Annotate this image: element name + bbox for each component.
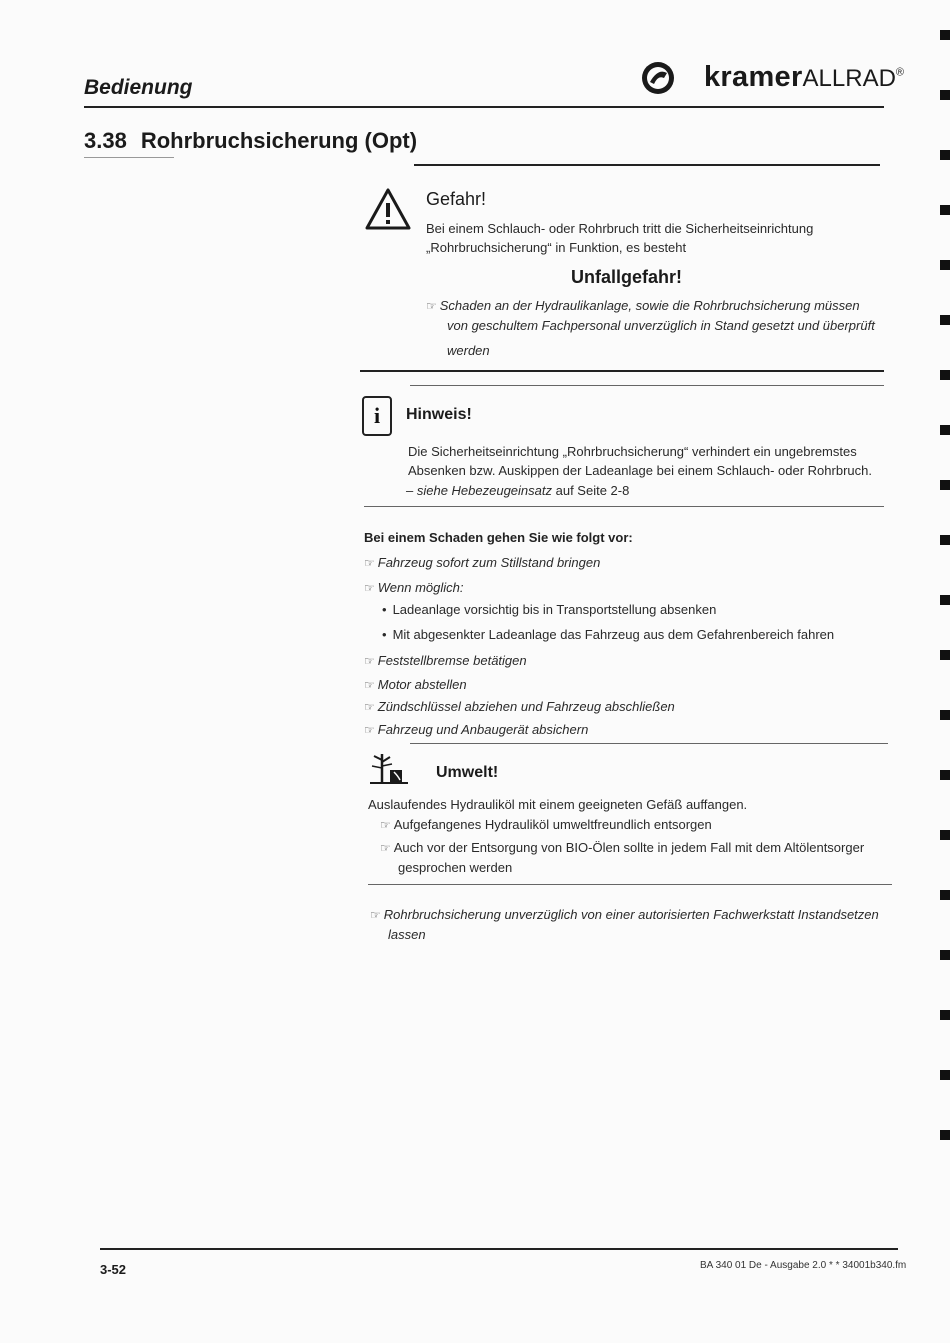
chapter-underline <box>84 157 174 158</box>
environment-action-2-cont: gesprochen werden <box>398 860 513 875</box>
binding-mark <box>940 480 950 490</box>
danger-action <box>426 296 860 316</box>
brand-logo <box>640 58 905 98</box>
note-text-1: Die Sicherheitseinrichtung „Rohrbruchsicherung“ verhindert ein ungebremstes <box>408 444 857 459</box>
pointing-hand-icon: ☞ <box>364 723 375 737</box>
step-2-text: Wenn möglich: <box>377 580 464 595</box>
binding-mark <box>940 830 950 840</box>
environment-action-2-text: Auch vor der Entsorgung von BIO-Ölen sollte in jedem Fall mit dem Altölentsorger <box>393 840 865 855</box>
brand-mark: ® <box>895 66 905 79</box>
step-5-text: Zündschlüssel abziehen und Fahrzeug abschließen <box>377 699 675 714</box>
procedure-step-3 <box>364 651 527 671</box>
step-4-text: Motor abstellen <box>377 677 467 692</box>
binding-mark <box>940 90 950 100</box>
note-text-2: Absenken bzw. Auskippen der Ladeanlage bei einem Schlauch- oder Rohrbruch. <box>408 463 872 478</box>
binding-mark <box>940 1130 950 1140</box>
chapter-heading <box>84 128 417 154</box>
procedure-heading: Bei einem Schaden gehen Sie wie folgt vor: <box>364 530 633 545</box>
binding-mark <box>940 30 950 40</box>
danger-text-1: Bei einem Schlauch- oder Rohrbruch tritt die Sicherheitseinrichtung <box>426 221 814 236</box>
pointing-hand-icon: ☞ <box>364 700 375 714</box>
binding-mark <box>940 1010 950 1020</box>
note-bottom-rule <box>364 506 884 507</box>
info-icon <box>362 396 392 436</box>
final-action <box>370 905 879 925</box>
pointing-hand-icon: ☞ <box>364 654 375 668</box>
binding-mark <box>940 260 950 270</box>
pointing-hand-icon: ☞ <box>380 841 391 855</box>
note-reference-rest: auf Seite 2-8 <box>552 483 630 498</box>
note-title: Hinweis! <box>406 406 472 423</box>
procedure-bullet-2 <box>382 625 834 644</box>
binding-mark <box>940 950 950 960</box>
environment-top-rule <box>410 743 888 744</box>
procedure-step-2 <box>364 578 464 598</box>
pointing-hand-icon: ☞ <box>364 678 375 692</box>
environment-title: Umwelt! <box>436 764 499 781</box>
binding-mark <box>940 595 950 605</box>
danger-title: Gefahr! <box>426 189 487 209</box>
environment-text: Auslaufendes Hydrauliköl mit einem geeigneten Gefäß auffangen. <box>368 797 748 812</box>
note-reference <box>406 481 629 500</box>
binding-mark <box>940 150 950 160</box>
tree-icon <box>368 750 412 786</box>
danger-headline: Unfallgefahr! <box>571 267 683 287</box>
kramer-logo-icon <box>640 60 676 96</box>
binding-mark <box>940 710 950 720</box>
environment-bottom-rule <box>368 884 892 885</box>
binding-mark <box>940 770 950 780</box>
info-icon-letter: i <box>373 403 381 428</box>
page-number: 3-52 <box>100 1262 127 1277</box>
bullet-1-text: Ladeanlage vorsichtig bis in Transportstellung absenken <box>392 602 717 617</box>
danger-action-2: von geschultem Fachpersonal unverzüglich in Stand gesetzt und überprüft <box>447 318 875 333</box>
step-3-text: Feststellbremse betätigen <box>377 653 527 668</box>
note-reference-italic: – siehe Hebezeugeinsatz <box>406 483 552 498</box>
danger-action-3: werden <box>447 343 490 358</box>
pointing-hand-icon: ☞ <box>364 581 375 595</box>
pointing-hand-icon: ☞ <box>370 908 381 922</box>
binding-strip <box>938 0 950 1343</box>
section-label: Bedienung <box>84 76 193 99</box>
pointing-hand-icon: ☞ <box>426 299 437 313</box>
bullet-dot-icon: • <box>382 602 387 617</box>
procedure-step-5 <box>364 697 675 717</box>
final-action-text: Rohrbruchsicherung unverzüglich von einer autorisierten Fachwerkstatt Instandsetzen <box>383 907 879 922</box>
header-rule <box>84 106 884 108</box>
danger-bottom-rule <box>360 370 884 372</box>
step-1-text: Fahrzeug sofort zum Stillstand bringen <box>377 555 601 570</box>
chapter-title: Rohrbruchsicherung (Opt) <box>140 128 418 153</box>
procedure-step-4 <box>364 675 467 695</box>
footer-rule <box>100 1248 898 1250</box>
binding-mark <box>940 535 950 545</box>
binding-mark <box>940 425 950 435</box>
binding-mark <box>940 315 950 325</box>
environment-action-1-text: Aufgefangenes Hydrauliköl umweltfreundlich entsorgen <box>393 817 712 832</box>
document-reference: BA 340 01 De - Ausgabe 2.0 * * 34001b340.fm <box>700 1260 907 1271</box>
final-action-cont: lassen <box>388 927 426 942</box>
danger-top-rule <box>414 164 880 166</box>
warning-triangle-icon <box>364 187 412 231</box>
pointing-hand-icon: ☞ <box>380 818 391 832</box>
brand-bold: kramer <box>704 61 803 93</box>
note-top-rule <box>410 385 884 386</box>
binding-mark <box>940 650 950 660</box>
chapter-number: 3.38 <box>84 128 127 153</box>
binding-mark <box>940 890 950 900</box>
binding-mark <box>940 370 950 380</box>
bullet-dot-icon: • <box>382 627 387 642</box>
procedure-step-6 <box>364 720 588 740</box>
binding-mark <box>940 205 950 215</box>
procedure-bullet-1 <box>382 600 716 619</box>
step-6-text: Fahrzeug und Anbaugerät absichern <box>377 722 589 737</box>
danger-action-1: Schaden an der Hydraulikanlage, sowie die Rohrbruchsicherung müssen <box>439 298 860 313</box>
procedure-step-1 <box>364 553 600 573</box>
bullet-2-text: Mit abgesenkter Ladeanlage das Fahrzeug aus dem Gefahrenbereich fahren <box>392 627 835 642</box>
pointing-hand-icon: ☞ <box>364 556 375 570</box>
environment-action-1 <box>380 815 712 835</box>
danger-text-2: „Rohrbruchsicherung“ in Funktion, es besteht <box>426 240 687 255</box>
brand-name <box>704 61 904 94</box>
environment-action-2 <box>380 838 864 858</box>
binding-mark <box>940 1070 950 1080</box>
brand-thin: ALLRAD <box>802 65 896 92</box>
